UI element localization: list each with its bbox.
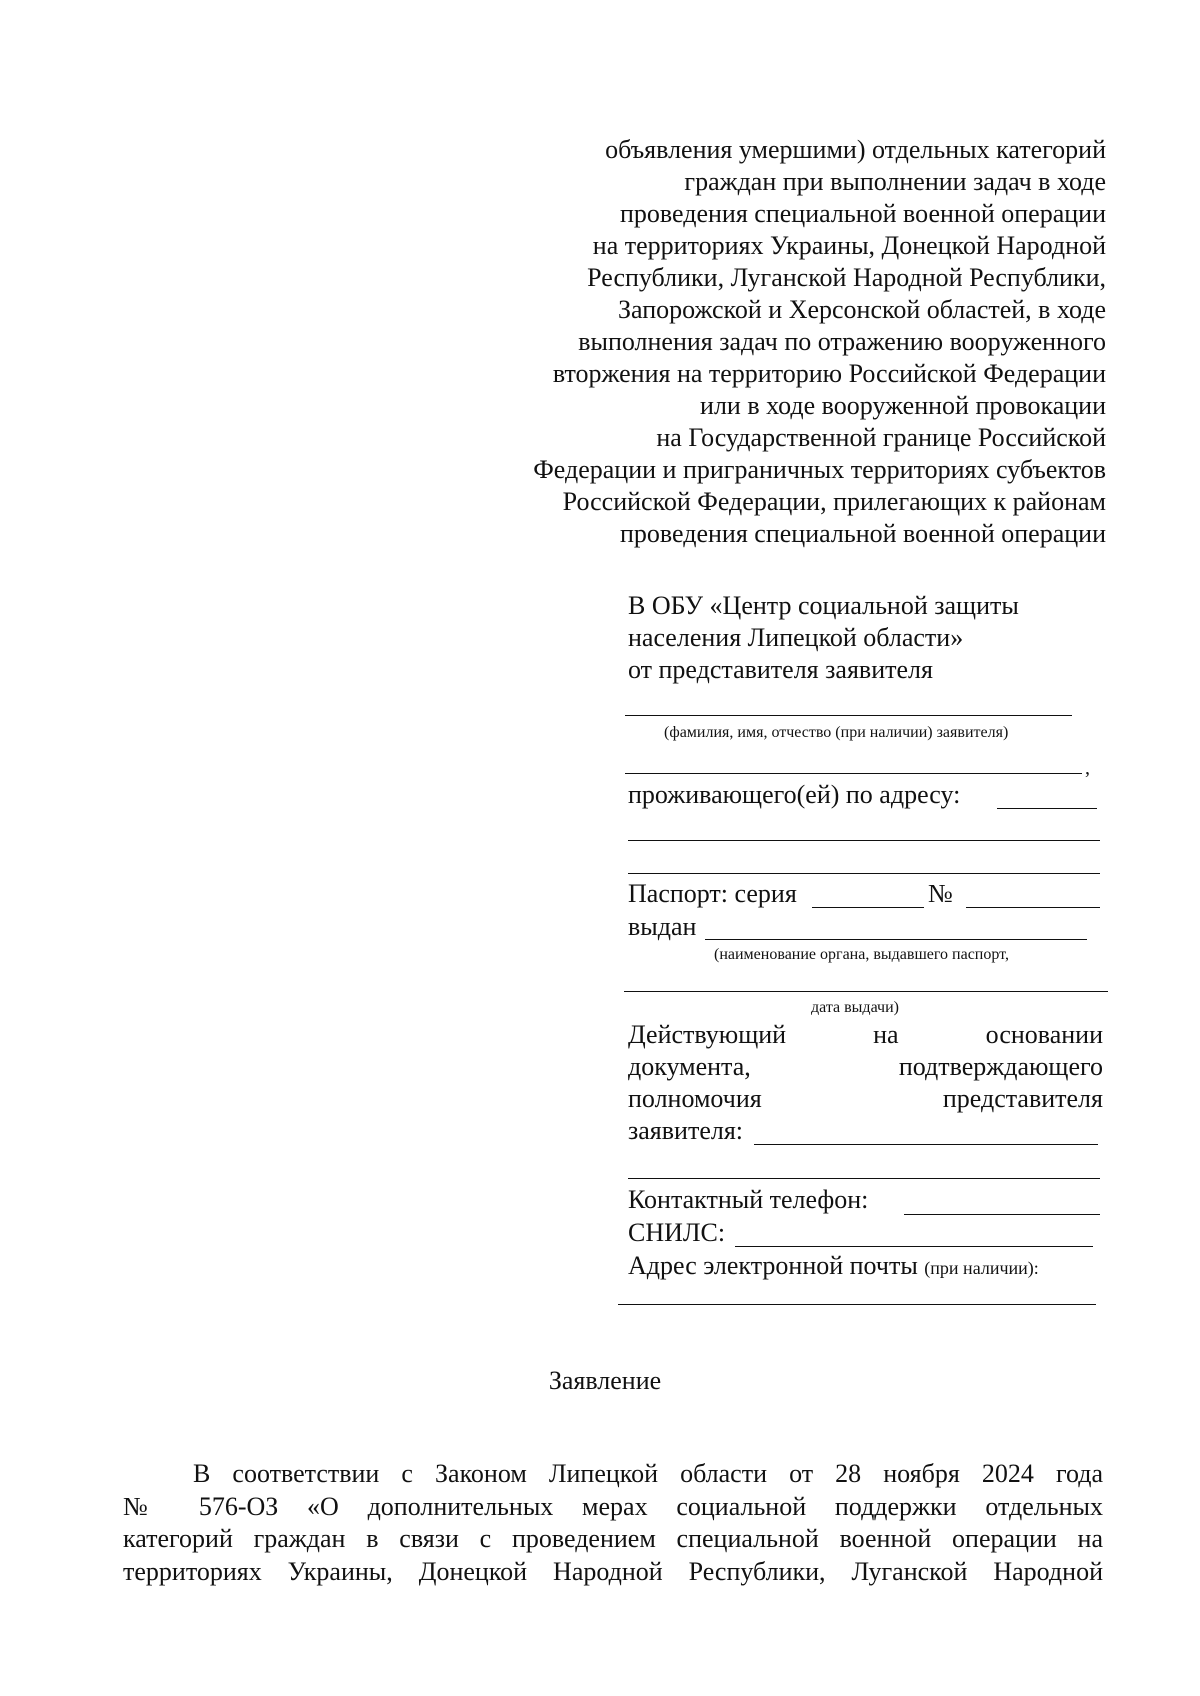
authority-word: подтверждающего bbox=[898, 1052, 1103, 1081]
email-field[interactable] bbox=[618, 1304, 1096, 1305]
phone-field[interactable] bbox=[904, 1214, 1100, 1215]
title-line: Республики, Луганской Народной Республики, bbox=[587, 263, 1106, 292]
title-line: выполнения задач по отражению вооруженного bbox=[578, 327, 1106, 356]
authority-line bbox=[628, 1051, 1103, 1083]
title-line: или в ходе вооруженной провокации bbox=[700, 391, 1106, 420]
authority-document-field[interactable] bbox=[754, 1144, 1098, 1145]
statement-body bbox=[123, 1458, 1103, 1588]
title-line: граждан при выполнении задач в ходе bbox=[684, 167, 1106, 196]
authority-word: полномочия bbox=[628, 1084, 762, 1113]
passport-series-label: Паспорт: серия bbox=[628, 879, 797, 908]
issue-date-caption: дата выдачи) bbox=[811, 999, 899, 1016]
address-label: проживающего(ей) по адресу: bbox=[628, 780, 961, 809]
fio-field[interactable] bbox=[625, 715, 1072, 716]
issued-label: выдан bbox=[628, 912, 697, 941]
authority-word: Действующий bbox=[628, 1020, 787, 1049]
body-line: категорий граждан в связи с проведением специальной военной операции на bbox=[123, 1524, 1103, 1553]
authority-word: представителя bbox=[942, 1084, 1103, 1113]
comma: , bbox=[1085, 757, 1090, 779]
issuer-caption: (наименование органа, выдавшего паспорт, bbox=[714, 946, 1009, 963]
issued-by-field[interactable] bbox=[705, 939, 1087, 940]
authority-word: на bbox=[873, 1020, 899, 1049]
addressee-line: населения Липецкой области» bbox=[628, 623, 964, 652]
body-line: В соответствии с Законом Липецкой области от 28 ноября 2024 года bbox=[193, 1459, 1103, 1488]
fio-continuation-field[interactable] bbox=[625, 773, 1082, 774]
authority-word: документа, bbox=[628, 1052, 751, 1081]
authority-line bbox=[628, 1019, 1103, 1051]
snils-field[interactable] bbox=[735, 1246, 1093, 1247]
snils-label: СНИЛС: bbox=[628, 1218, 726, 1247]
passport-number-sign: № bbox=[928, 879, 953, 908]
body-line: № 576-ОЗ «О дополнительных мерах социальной поддержки отдельных bbox=[123, 1491, 1103, 1521]
address-field-line-3[interactable] bbox=[628, 873, 1100, 874]
addressee-line: В ОБУ «Центр социальной защиты bbox=[628, 591, 1019, 620]
title-line: проведения специальной военной операции bbox=[620, 519, 1106, 548]
title-line: вторжения на территорию Российской Федерации bbox=[552, 359, 1106, 388]
title-line: проведения специальной военной операции bbox=[620, 199, 1106, 228]
title-line: на Государственной границе Российской bbox=[656, 423, 1106, 452]
email-label: Адрес электронной почты bbox=[628, 1251, 918, 1280]
fio-caption: (фамилия, имя, отчество (при наличии) заявителя) bbox=[664, 724, 1009, 741]
addressee-line: от представителя заявителя bbox=[628, 655, 933, 684]
statement-heading: Заявление bbox=[548, 1366, 662, 1395]
issue-date-field[interactable] bbox=[624, 991, 1108, 992]
title-line: Запорожской и Херсонской областей, в ходе bbox=[618, 295, 1106, 324]
authority-label: заявителя: bbox=[628, 1116, 744, 1145]
email-note: (при наличии): bbox=[924, 1258, 1039, 1278]
body-line: территориях Украины, Донецкой Народной Республики, Луганской Народной bbox=[123, 1556, 1103, 1586]
address-field-line-2[interactable] bbox=[628, 840, 1100, 841]
email-line bbox=[628, 1250, 1039, 1284]
passport-number-field[interactable] bbox=[966, 907, 1100, 908]
title-line: Федерации и приграничных территориях субъектов bbox=[533, 455, 1106, 484]
authority-word: основании bbox=[985, 1020, 1103, 1049]
title-line: Российской Федерации, прилегающих к районам bbox=[562, 487, 1106, 516]
address-field[interactable] bbox=[997, 808, 1097, 809]
authority-line bbox=[628, 1083, 1103, 1115]
title-line: на территориях Украины, Донецкой Народной bbox=[592, 231, 1106, 260]
passport-series-field[interactable] bbox=[812, 907, 924, 908]
authority-document-field-line-2[interactable] bbox=[628, 1178, 1100, 1179]
phone-label: Контактный телефон: bbox=[628, 1185, 869, 1214]
title-line: объявления умершими) отдельных категорий bbox=[605, 135, 1106, 164]
